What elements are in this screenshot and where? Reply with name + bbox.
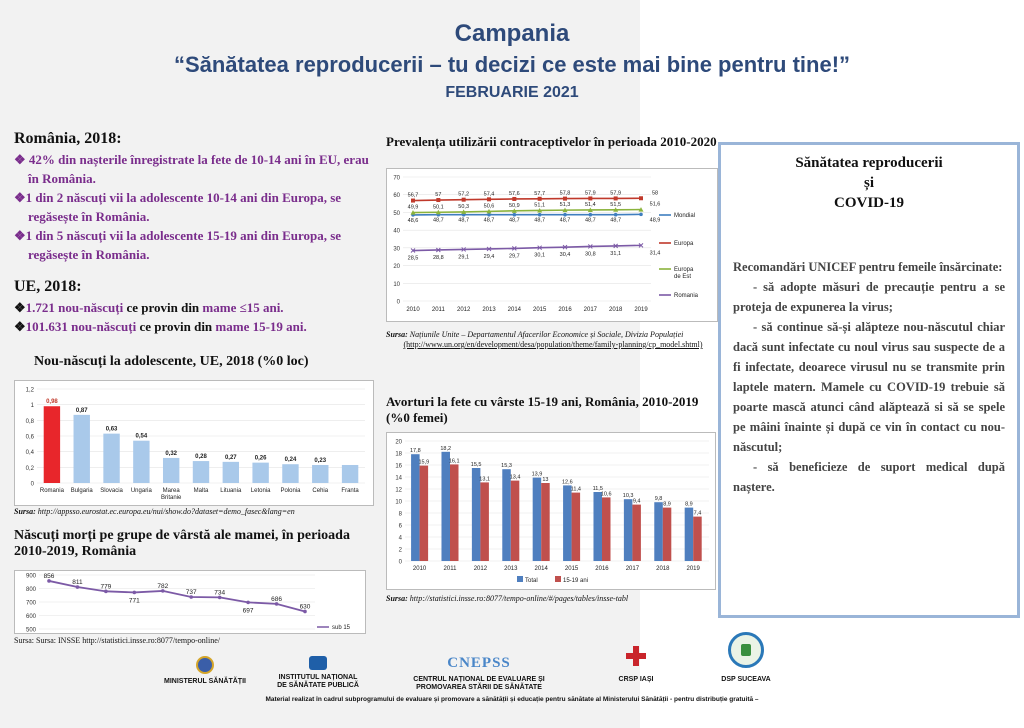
- dsp-seal-icon: [728, 632, 764, 668]
- chart3-xtick: 2011: [431, 307, 445, 313]
- chart1-ytick: 0,8: [25, 418, 34, 425]
- chart3-xtick: 2015: [532, 307, 547, 313]
- sidebox-item-1: - să adopte măsuri de precauție pentru a se proteja de expunerea la virus;: [733, 280, 1005, 314]
- chart1-bar: [282, 464, 298, 483]
- chart4-xtick: 2019: [686, 566, 700, 572]
- chart1-data-label: 0,28: [195, 454, 207, 461]
- chart3-point: [589, 213, 593, 217]
- chart4-bar: [411, 454, 420, 561]
- chart3-point: [614, 213, 618, 217]
- chart3-data-label: 49,9: [407, 204, 419, 211]
- chart1-ytick: 0: [30, 481, 34, 488]
- chart4-bar: [593, 492, 602, 561]
- chart1-category-label: Malta: [193, 488, 209, 494]
- chart4-xtick: 2016: [595, 566, 609, 572]
- chart3-series-line: [413, 214, 641, 215]
- chart3-ytick: 10: [393, 281, 400, 288]
- chart2-data-label: 734: [214, 589, 226, 597]
- chart4-data-label: 11,4: [570, 486, 581, 493]
- chart3-point: [563, 213, 567, 217]
- chart4-bar: [693, 517, 702, 561]
- chart4-data-label: 10,3: [622, 493, 634, 500]
- chart2-data-label: 782: [157, 582, 169, 590]
- chart1-category-label: Franta: [341, 488, 359, 494]
- romania-bullet-3: ❖1 din 5 născuți vii la adolescente 15-19 ani din Europa, se regăsește în România.: [14, 228, 342, 262]
- chart4-xtick: 2010: [412, 566, 427, 572]
- chart3-legend-label: Romania: [674, 293, 699, 299]
- cnepss-brand: CNEPSS: [447, 655, 511, 671]
- chart4-data-label: 12,6: [561, 479, 573, 486]
- chart4-box: [386, 432, 716, 590]
- chart4-bar: [563, 485, 572, 561]
- chart2-data-label: 856: [43, 572, 55, 580]
- chart1-category-label: Bulgaria: [70, 488, 93, 494]
- chart4-data-label: 11,5: [592, 486, 603, 492]
- covid-sidebox: [718, 142, 1020, 618]
- chart3-title: Prevalența utilizării contraceptivelor în perioada 2010-2020: [386, 134, 717, 149]
- chart4-bar: [480, 482, 489, 561]
- chart3-data-label: 51,5: [610, 201, 622, 208]
- romania-title: România, 2018:: [14, 130, 122, 147]
- chart1-ytick: 1: [30, 403, 34, 410]
- chart3-point: [639, 196, 643, 200]
- chart3-ytick: 20: [393, 264, 400, 271]
- chart1-bar: [44, 406, 60, 483]
- ue-section: [14, 278, 376, 336]
- chart3-data-label: 29,1: [458, 254, 470, 261]
- chart3-point: [513, 213, 517, 217]
- chart4-data-label: 15,5: [470, 462, 482, 468]
- chart1-data-label: 0,26: [254, 455, 267, 462]
- sidebox-body: [733, 257, 1005, 497]
- chart4-bar: [632, 505, 641, 561]
- chart1-ytick: 0,4: [25, 450, 34, 457]
- chart3-xtick: 2014: [507, 307, 522, 313]
- chart4-bar: [602, 497, 611, 561]
- chart4-bar: [654, 502, 663, 561]
- chart3-ytick: 50: [393, 210, 400, 217]
- chart4-legend-label: 15-19 ani: [563, 578, 589, 584]
- chart1-ytick: 1,2: [25, 387, 34, 394]
- chart1-category-label: Ungaria: [130, 488, 152, 494]
- chart2-ytick: 700: [25, 600, 36, 607]
- chart2-data-label: 686: [271, 595, 282, 603]
- chart1-category-label: Letonia: [250, 488, 271, 494]
- chart4-svg: [387, 433, 715, 589]
- chart3-point: [614, 196, 618, 200]
- chart3-legend-label: Europa: [674, 267, 694, 273]
- chart4-ytick: 6: [398, 523, 402, 530]
- chart3-data-label: 57,6: [508, 190, 520, 197]
- chart4-data-label: 18,2: [440, 445, 452, 452]
- chart3-data-label: 51,3: [559, 202, 571, 209]
- chart3-data-label: 51,4: [584, 201, 596, 208]
- chart4-xtick: 2012: [473, 566, 488, 572]
- chart3-point: [462, 198, 466, 202]
- logo-dsp-suceava: DSP SUCEAVA: [716, 632, 776, 684]
- chart4-data-label: 8,9: [685, 501, 693, 508]
- chart2-source: Sursa: Sursa: INSSE http://statistici.insse.ro:8077/tempo-online/: [14, 636, 220, 645]
- chart4-xtick: 2017: [625, 566, 640, 572]
- chart4-legend-swatch: [555, 576, 561, 582]
- campaign-title: Campania: [454, 20, 570, 47]
- chart3-source: Sursa: Națiunile Unite – Departamentul Afacerilor Economice și Sociale, Divizia Populației: [386, 330, 684, 339]
- chart4-ytick: 12: [395, 487, 402, 494]
- ue-title: UE, 2018:: [14, 278, 82, 295]
- chart2-ytick: 900: [25, 573, 36, 580]
- chart3-series-line: [413, 198, 641, 200]
- chart3-point: [563, 197, 567, 201]
- logo-crsp-iasi: CRSP IAȘI: [606, 646, 666, 684]
- chart2-legend-label: sub 15: [332, 625, 351, 631]
- chart2-data-label: 630: [299, 603, 311, 611]
- chart4-data-label: 8,9: [663, 501, 671, 508]
- chart1-data-label: 0,63: [105, 426, 118, 433]
- chart4-xtick: 2011: [443, 566, 457, 572]
- chart1-bar: [193, 461, 209, 483]
- chart3-legend-label: Europa: [674, 241, 694, 247]
- chart3-data-label: 50,1: [432, 204, 444, 211]
- logo-cnepss: CNEPSS CENTRUL NAȚIONAL DE EVALUARE ȘI PROMOVAREA STĂRII DE SĂNĂTATE: [404, 654, 554, 692]
- chart3-data-label: 30,1: [534, 252, 546, 259]
- chart3-data-label: 48,7: [584, 217, 596, 224]
- chart3-data-label: 57,2: [458, 191, 470, 198]
- chart3-data-label: 57,9: [610, 190, 622, 197]
- chart4-legend-label: Total: [525, 578, 538, 584]
- chart3-point: [411, 199, 415, 203]
- chart4-data-label: 9,8: [654, 496, 663, 503]
- chart4-bar: [502, 469, 511, 561]
- insp-logo-icon: [309, 656, 327, 670]
- chart1-bar: [342, 465, 358, 483]
- campaign-slogan: “Sănătatea reproducerii – tu decizi ce este mai bine pentru tine!”: [173, 52, 851, 77]
- chart3-ytick: 40: [393, 228, 400, 235]
- chart3-data-label: 48,7: [432, 217, 444, 224]
- chart3-data-label: 50,6: [483, 203, 495, 210]
- chart4-bar: [572, 493, 581, 561]
- chart3-data-label: 31,1: [610, 250, 622, 257]
- sidebox-item-2: - să continue să-și alăpteze nou-născutul chiar dacă sunt infectate cu noul virus sau suspecte de a fi infectate, deoarece virusul nu se transmite prin laptele matern. Mamele cu COVID-19 trebuie să poarte mască atunci când alăptează si să se spele pe mâini înainte și după ce vin în contact cu nou-născutul;: [733, 320, 1005, 454]
- romania-section: [14, 130, 376, 264]
- chart3-data-label: 57: [435, 192, 442, 199]
- chart3-point: [538, 197, 542, 201]
- chart3-data-label: 57,4: [483, 191, 495, 198]
- chart1-bar: [163, 458, 179, 483]
- chart3-point: [588, 196, 592, 200]
- chart2-svg: [15, 571, 365, 633]
- chart2-ytick: 500: [25, 627, 36, 633]
- chart3-data-label: 57,8: [559, 190, 571, 197]
- chart1-box: [14, 380, 374, 506]
- ue-bullet-2: ❖101.631 nou-născuți ce provin din mame 15-19 ani.: [14, 319, 307, 334]
- chart4-ytick: 10: [395, 499, 402, 506]
- chart3-source-url[interactable]: (http://www.un.org/en/development/desa/population/theme/family-planning/cp_model.shtml): [403, 340, 703, 349]
- chart1-bar: [252, 463, 268, 483]
- crsp-cross-icon: [624, 646, 648, 666]
- chart3-data-label: 30,4: [559, 252, 571, 259]
- chart3-data-label: 56,7: [407, 192, 419, 199]
- chart1-ytick: 0,2: [25, 465, 34, 472]
- chart1-category-label: Lituania: [220, 488, 242, 494]
- chart1-bar: [103, 434, 119, 483]
- chart1-bar: [223, 462, 239, 483]
- campaign-header: [0, 18, 1024, 106]
- chart1-category-label: Polonia: [280, 488, 301, 494]
- chart3-xtick: 2019: [634, 307, 648, 313]
- chart4-bar: [420, 466, 429, 561]
- chart3-point: [639, 213, 643, 217]
- chart1-svg: [15, 381, 373, 505]
- chart4-data-label: 10,6: [600, 491, 612, 498]
- chart3-data-label: 57,7: [534, 190, 546, 197]
- chart3-data-label: 31,4: [649, 250, 661, 257]
- chart4-ytick: 2: [398, 547, 402, 554]
- chart4-title: Avorturi la fete cu vârste 15-19 ani, România, 2010-2019 (%0 femei): [386, 394, 699, 425]
- chart3-data-label: 29,4: [483, 253, 495, 260]
- chart3-data-label: 48,6: [407, 217, 419, 224]
- romania-bullet-1: ❖ 42% din nașterile înregistrate la fete de 10-14 ani în EU, erau în România.: [14, 152, 369, 186]
- chart1-data-label: 0,23: [314, 457, 327, 464]
- chart3-xtick: 2017: [583, 307, 598, 313]
- chart4-data-label: 13,9: [531, 471, 543, 478]
- chart3-data-label: 48,9: [649, 217, 661, 224]
- chart1-data-label: 0,27: [224, 454, 237, 461]
- chart2-series-line: [49, 581, 305, 615]
- chart2-point: [246, 601, 250, 605]
- chart4-xtick: 2018: [656, 566, 670, 572]
- chart1-bar: [74, 415, 90, 483]
- chart3-point: [487, 197, 491, 201]
- chart4-ytick: 0: [398, 559, 402, 566]
- chart4-bar: [541, 483, 550, 561]
- sidebox-title-3: COVID-19: [834, 195, 904, 211]
- chart1-source: Sursa: http://appsso.eurostat.ec.europa.eu/nui/show.do?dataset=demo_fasec&lang=en: [14, 507, 295, 516]
- chart3-data-label: 48,7: [508, 217, 520, 224]
- sidebox-intro: Recomandări UNICEF pentru femeile însărcinate:: [733, 260, 1003, 274]
- chart3-point: [538, 213, 542, 217]
- chart3-xtick: 2016: [558, 307, 572, 313]
- ue-bullet-1: ❖1.721 nou-născuți ce provin din mame ≤15 ani.: [14, 300, 284, 315]
- chart3-data-label: 30,8: [584, 251, 596, 258]
- chart4-xtick: 2014: [534, 566, 548, 572]
- chart1-bar: [312, 465, 328, 483]
- chart4-ytick: 14: [395, 475, 402, 482]
- chart3-data-label: 28,8: [432, 254, 444, 261]
- chart4-data-label: 15,9: [418, 459, 430, 466]
- sidebox-title-1: Sănătatea reproducerii: [795, 155, 943, 171]
- chart3-data-label: 28,5: [407, 255, 419, 262]
- chart4-ytick: 8: [398, 511, 402, 518]
- chart3-xtick: 2010: [406, 307, 420, 313]
- chart4-data-label: 17,8: [409, 448, 421, 455]
- chart3-data-label: 48,7: [483, 217, 495, 224]
- chart3-data-label: 50,9: [508, 202, 520, 209]
- chart3-legend-label: de Est: [674, 274, 692, 280]
- chart4-xtick: 2015: [564, 566, 579, 572]
- chart3-data-label: 51,6: [649, 201, 661, 208]
- chart3-ytick: 30: [393, 246, 400, 253]
- sidebox-item-3: - să beneficieze de suport medical după naștere.: [733, 460, 1005, 494]
- logo-insp: INSTITUTUL NAȚIONAL DE SĂNĂTATE PUBLICĂ: [266, 656, 370, 690]
- chart2-data-label: 779: [100, 583, 112, 591]
- chart2-data-label: 771: [128, 597, 140, 605]
- chart4-bar: [450, 464, 459, 561]
- chart4-bar: [533, 478, 542, 561]
- chart1-bar: [133, 441, 149, 483]
- chart4-data-label: 9,4: [632, 498, 641, 505]
- chart4-bar: [441, 452, 450, 561]
- chart4-ytick: 18: [395, 451, 402, 458]
- chart3-data-label: 51,1: [534, 202, 546, 209]
- chart1-category-label: Cehia: [312, 488, 329, 494]
- chart2-data-label: 811: [72, 579, 83, 587]
- chart4-ytick: 20: [395, 439, 402, 446]
- chart2-point: [133, 591, 137, 595]
- chart3-data-label: 57,9: [584, 190, 596, 197]
- chart4-legend-swatch: [517, 576, 523, 582]
- chart3-box: [386, 168, 718, 322]
- chart1-title: Nou-născuți la adolescente, UE, 2018 (%0 loc): [34, 354, 309, 369]
- chart1-data-label: 0,87: [75, 407, 88, 414]
- chart1-data-label: 0,54: [135, 433, 148, 440]
- chart4-data-label: 15,3: [501, 463, 512, 470]
- chart4-ytick: 4: [398, 535, 402, 542]
- chart3-ytick: 70: [393, 175, 400, 182]
- chart4-data-label: 13: [542, 477, 549, 483]
- chart1-category-label: Marea: [162, 488, 180, 494]
- chart1-data-label: 0,24: [284, 457, 297, 464]
- chart2-ytick: 600: [25, 614, 36, 620]
- chart4-bar: [685, 508, 694, 561]
- chart4-data-label: 16,1: [448, 458, 460, 465]
- chart4-xtick: 2013: [504, 566, 518, 572]
- chart4-data-label: 13,1: [479, 476, 491, 483]
- chart2-box: [14, 570, 366, 634]
- chart2-ytick: 800: [25, 587, 36, 593]
- campaign-date: FEBRUARIE 2021: [445, 84, 579, 101]
- chart3-svg: [387, 169, 717, 321]
- chart4-data-label: 13,4: [509, 474, 521, 481]
- chart3-point: [512, 197, 516, 201]
- chart2-data-label: 737: [185, 589, 197, 597]
- chart1-category-label: Romania: [39, 488, 64, 494]
- chart1-category-label: Slovacia: [100, 488, 123, 494]
- chart3-point: [436, 198, 440, 202]
- chart3-ytick: 0: [396, 299, 400, 306]
- chart3-data-label: 29,7: [508, 253, 520, 260]
- chart2-title: Născuți morți pe grupe de vârstă ale mamei, în perioada 2010-2019, România: [14, 528, 350, 559]
- chart1-category-label: Britanie: [161, 495, 182, 501]
- sidebox-title-2: și: [863, 175, 874, 191]
- chart4-source: Sursa: http://statistici.insse.ro:8077/tempo-online/#/pages/tables/insse-tabl: [386, 594, 629, 603]
- chart1-data-label: 0,98: [46, 399, 58, 406]
- chart2-data-label: 697: [242, 607, 254, 615]
- chart1-data-label: 0,32: [165, 450, 178, 457]
- ministry-crest-icon: [196, 656, 214, 674]
- chart3-xtick: 2013: [482, 307, 496, 313]
- chart3-xtick: 2012: [456, 307, 471, 313]
- chart4-bar: [624, 499, 633, 561]
- chart3-xtick: 2018: [608, 307, 623, 313]
- chart4-bar: [663, 508, 672, 561]
- chart4-data-label: 7,4: [693, 510, 702, 517]
- chart3-data-label: 48,7: [559, 217, 571, 224]
- chart3-point: [487, 213, 491, 217]
- chart3-legend-label: Mondial: [674, 213, 696, 219]
- chart4-bar: [511, 481, 520, 561]
- chart3-data-label: 48,7: [610, 217, 622, 224]
- chart3-data-label: 50,3: [458, 203, 470, 210]
- chart3-data-label: 48,7: [458, 217, 470, 224]
- footer-note: Material realizat în cadrul subprogramului de evaluare și promovare a sănătății și educație pentru sănătate al Ministerului Sănătății - pentru distribuție gratuită –: [265, 696, 759, 703]
- chart4-ytick: 16: [395, 463, 402, 470]
- chart3-data-label: 48,7: [534, 217, 546, 224]
- logo-ministerul-sanatatii: MINISTERUL SĂNĂTĂȚII: [150, 656, 260, 686]
- chart1-ytick: 0,6: [25, 434, 34, 441]
- chart3-ytick: 60: [393, 193, 400, 200]
- chart3-data-label: 58: [651, 190, 659, 197]
- romania-bullet-2: ❖1 din 2 născuți vii la adolescente 10-14 ani din Europa, se regăsește în România.: [14, 190, 342, 224]
